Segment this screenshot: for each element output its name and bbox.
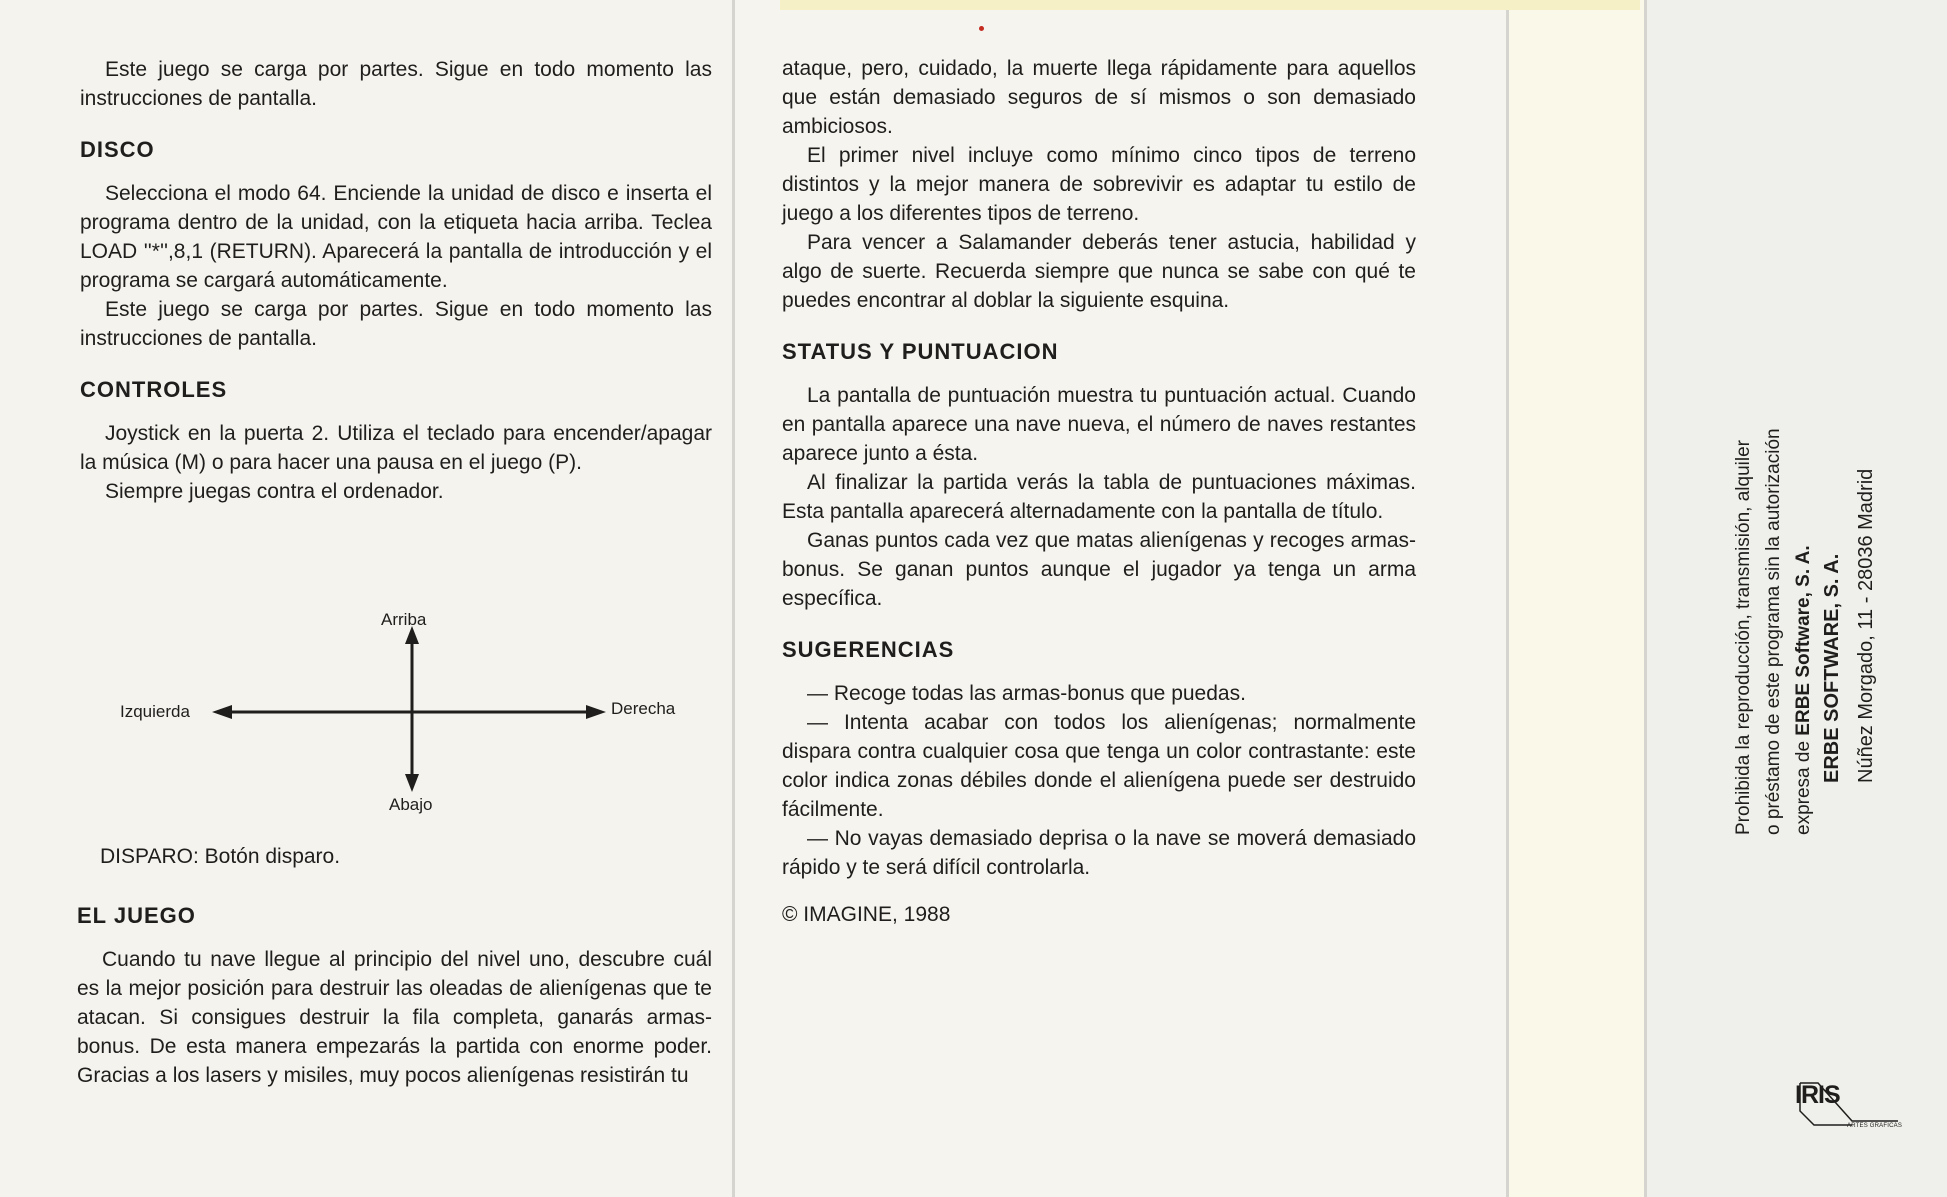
- terrain-paragraph: El primer nivel incluye como mínimo cinco tipos de terreno distintos y la mejor manera de sobrevivir es adaptar tu estilo de juego a los diferentes tipos de terreno.: [782, 144, 1416, 225]
- el-juego-heading: EL JUEGO: [77, 903, 196, 928]
- top-edge-tint: [780, 0, 1640, 10]
- fold-line: [1506, 0, 1509, 1197]
- status-heading: STATUS Y PUNTUACION: [782, 339, 1059, 364]
- company-name: ERBE SOFTWARE, S. A.: [1821, 553, 1843, 783]
- controles-paragraph: Joystick en la puerta 2. Utiliza el teclado para encender/apagar la música (M) o para hacer una pausa en el juego (P).: [80, 422, 712, 474]
- legal-notice: [1729, 428, 1819, 835]
- direction-right-label: Derecha: [611, 699, 676, 718]
- company-address-block: [1815, 469, 1883, 783]
- intro-paragraph: Este juego se carga por partes. Sigue en todo momento las instrucciones de pantalla.: [80, 58, 712, 110]
- middle-column: [782, 54, 1416, 929]
- fold-line: [732, 0, 735, 1197]
- disco-heading: DISCO: [80, 137, 155, 162]
- legal-line: o préstamo de este programa sin la autorización: [1763, 428, 1784, 835]
- fold-line: [1644, 0, 1647, 1197]
- fire-instruction: DISPARO: Botón disparo.: [100, 845, 341, 868]
- print-mark: [979, 26, 984, 31]
- printer-logo-wordmark: IRIS: [1795, 1081, 1840, 1109]
- direction-left-label: Izquierda: [120, 702, 190, 721]
- left-column: [80, 55, 712, 506]
- salamander-paragraph: Para vencer a Salamander deberás tener astucia, habilidad y algo de suerte. Recuerda siempre que nunca se sabe con qué te puedes encontrar al doblar la siguiente esquina.: [782, 231, 1416, 312]
- disco-paragraph-2: Este juego se carga por partes. Sigue en todo momento las instrucciones de pantalla.: [80, 298, 712, 350]
- controles-paragraph-2: Siempre juegas contra el ordenador.: [105, 480, 444, 503]
- copyright-notice: © IMAGINE, 1988: [782, 903, 951, 926]
- joystick-diagram: [100, 602, 700, 822]
- continuation-paragraph: ataque, pero, cuidado, la muerte llega rápidamente para aquellos que están demasiado seguros de sí mismos o son demasiado ambiciosos.: [782, 57, 1416, 138]
- disco-paragraph: Selecciona el modo 64. Enciende la unidad de disco e inserta el programa dentro de la unidad, con la etiqueta hacia arriba. Teclea LOAD ''*'',8,1 (RETURN). Aparecerá la pantalla de introducción y el programa se cargará automáticamente.: [80, 182, 712, 292]
- spine-panel: [1508, 0, 1646, 1197]
- el-juego-paragraph: Cuando tu nave llegue al principio del nivel uno, descubre cuál es la mejor posición para destruir las oleadas de alienígenas que te atacan. Si consigues destruir la fila completa, ganarás armas-bonus. De esta manera empezarás la partida con enorme poder. Gracias a los lasers y misiles, muy pocos alienígenas resistirán tu: [77, 948, 712, 1087]
- el-juego-section: [77, 901, 712, 1090]
- company-address: Núñez Morgado, 11 - 28036 Madrid: [1855, 468, 1877, 783]
- legal-line-prefix: expresa de: [1793, 735, 1814, 835]
- status-paragraph-3: Ganas puntos cada vez que matas alienígenas y recoges armas-bonus. Se ganan puntos aunque el jugador ya tenga un arma específica.: [782, 529, 1416, 610]
- sugerencias-heading: SUGERENCIAS: [782, 637, 955, 662]
- status-paragraph-2: Al finalizar la partida verás la tabla de puntuaciones máximas. Esta pantalla aparecerá alternadamente con la pantalla de título.: [782, 471, 1416, 523]
- direction-down-label: Abajo: [389, 795, 433, 814]
- joystick-arrows: [100, 602, 700, 822]
- legal-company: ERBE Software, S. A.: [1793, 545, 1814, 736]
- printer-logo-subtitle: ARTES GRAFICAS: [1847, 1123, 1903, 1129]
- arrow-down-icon: [405, 774, 419, 792]
- arrow-right-icon: [586, 705, 606, 719]
- tip-item: — Intenta acabar con todos los alienígenas; normalmente dispara contra cualquier cosa que tenga un color contrastante: este color indica zonas débiles donde el alienígena puede ser destruido fácilmente.: [782, 711, 1416, 821]
- arrow-left-icon: [212, 705, 232, 719]
- tip-item: — Recoge todas las armas-bonus que puedas.: [807, 682, 1246, 705]
- controles-heading: CONTROLES: [80, 377, 228, 402]
- direction-up-label: Arriba: [381, 610, 427, 629]
- fire-instruction-block: [100, 842, 712, 871]
- legal-line: Prohibida la reproducción, transmisión, alquiler: [1733, 440, 1754, 835]
- printer-logo: [1790, 1075, 1905, 1135]
- status-paragraph: La pantalla de puntuación muestra tu puntuación actual. Cuando en pantalla aparece una nave nueva, el número de naves restantes aparece junto a ésta.: [782, 384, 1416, 465]
- tip-item: — No vayas demasiado deprisa o la nave se moverá demasiado rápido y te será difícil controlarla.: [782, 827, 1416, 879]
